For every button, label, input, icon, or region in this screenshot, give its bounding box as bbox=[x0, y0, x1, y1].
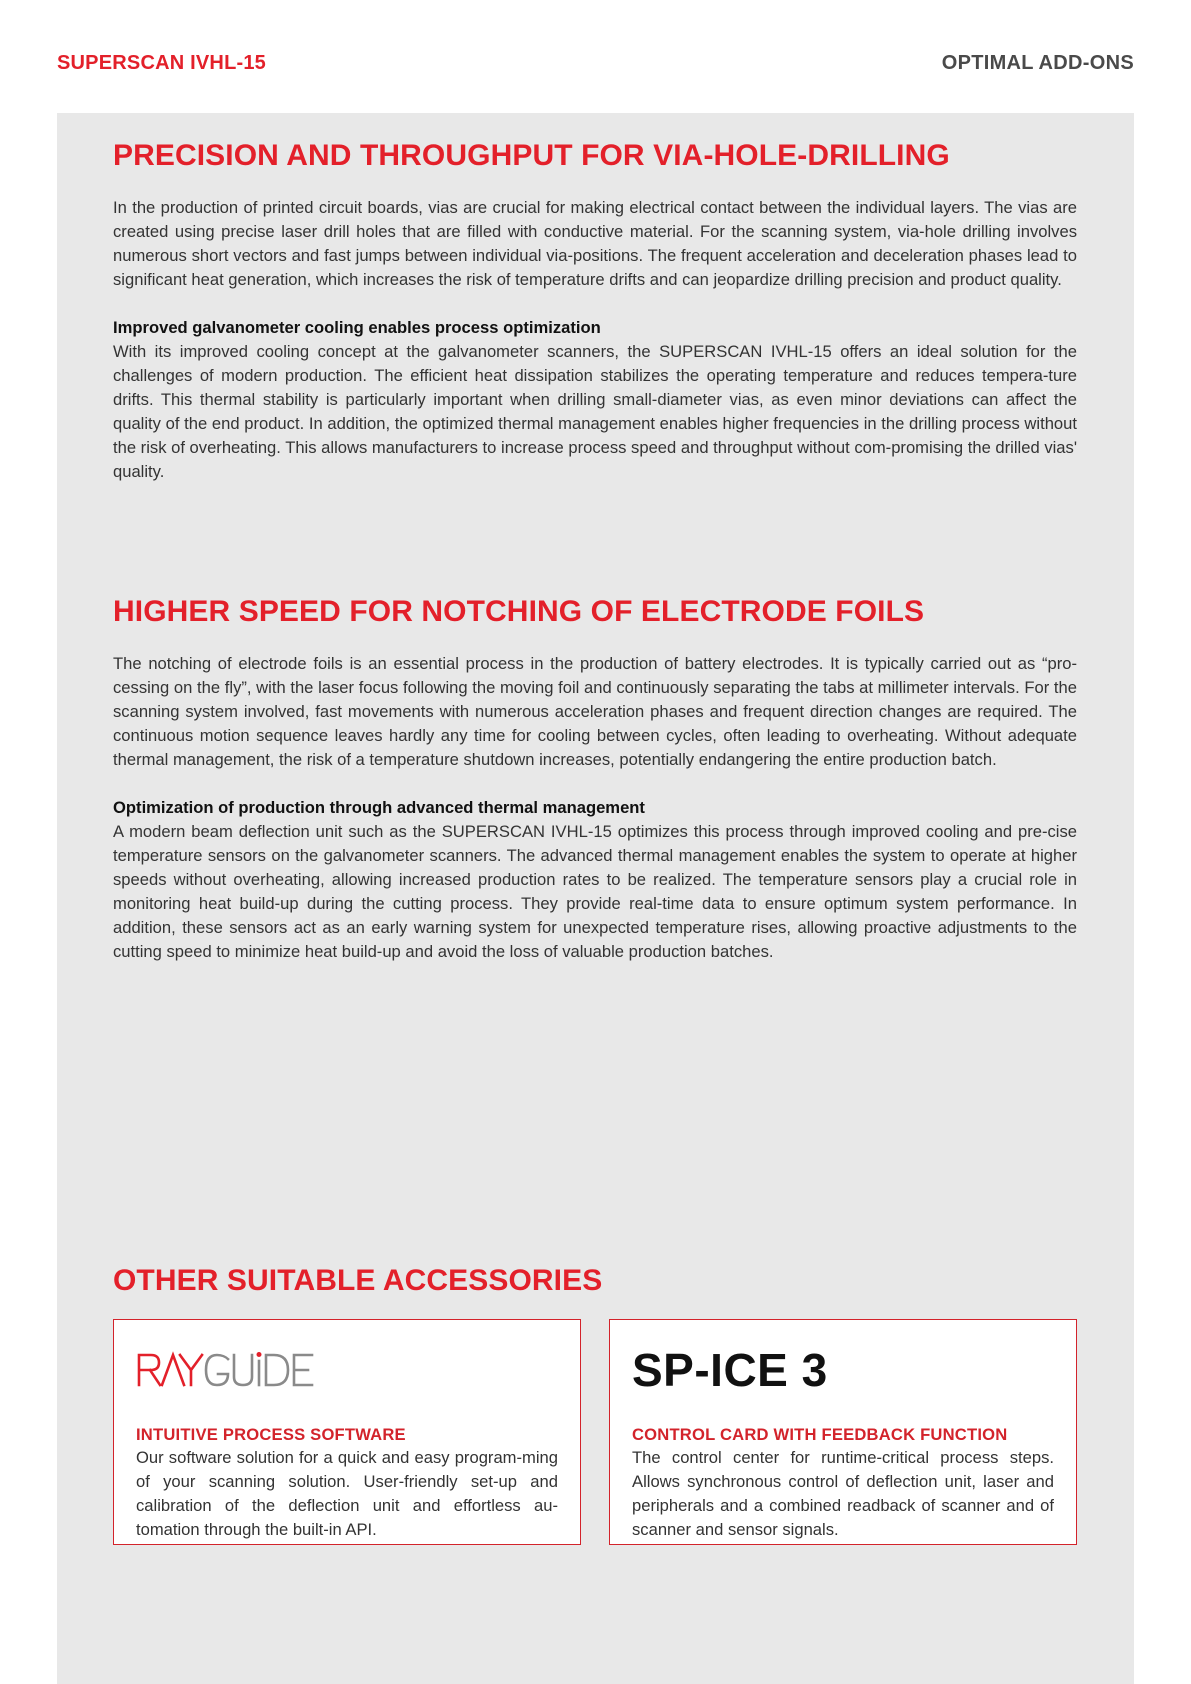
raygude-card-text: Our software solution for a quick and easy program-ming of your scanning solution. User-friendly set-up and calibration of the deflection unit and effortless au-tomation through the built-in API. bbox=[136, 1448, 558, 1539]
product-name: SUPERSCAN IVHL-15 bbox=[57, 52, 266, 74]
section-label: OPTIMAL ADD-ONS bbox=[941, 52, 1134, 74]
via-drilling-intro: In the production of printed circuit boards, vias are crucial for making electrical contact between the individual layers. The vias are created using precise laser drill holes that are filled with conductive material. For the scanning system, via-hole drilling involves numerous short vectors and fast jumps between individual via-positions. The frequent acceleration and deceleration phases lead to significant heat generation, which increases the risk of temperature drifts and can jeopardize drilling precision and product quality. bbox=[113, 198, 1077, 289]
via-drilling-section bbox=[113, 138, 1077, 484]
accessories-cards bbox=[113, 1319, 1077, 1545]
notching-body: A modern beam deflection unit such as the SUPERSCAN IVHL-15 optimizes this process through improved cooling and pre-cise temperature sensors on the galvanometer scanners. The advanced thermal management enables the system to operate at higher speeds without overheating, allowing increased production rates to be realized. The temperature sensors play a crucial role in monitoring heat build-up during the cutting process. They provide real-time data to ensure optimum system performance. In addition, these sensors act as an early warning system for unexpected temperature rises, allowing proactive adjustments to the cutting speed to minimize heat build-up and avoid the loss of valuable production batches. bbox=[113, 822, 1077, 961]
via-drilling-title: PRECISION AND THROUGHPUT FOR VIA-HOLE-DRILLING bbox=[113, 139, 950, 172]
sp-ice-3-logo-text: SP-ICE 3 bbox=[632, 1344, 828, 1396]
via-drilling-body: With its improved cooling concept at the galvanometer scanners, the SUPERSCAN IVHL-15 offers an ideal solution for the challenges of modern production. The efficient heat dissipation stabilizes the operating temperature and reduces tempera-ture drifts. This thermal stability is particularly important when drilling small-diameter vias, as even minor deviations can affect the quality of the end product. In addition, the optimized thermal management enables higher frequencies in the drilling process without the risk of overheating. This allows manufacturers to increase process speed and throughput without com-promising the drilled vias' quality. bbox=[113, 342, 1077, 481]
notching-section bbox=[113, 594, 1077, 964]
accessories-section bbox=[113, 1263, 1077, 1545]
raygude-logo bbox=[136, 1340, 558, 1400]
raygude-logo-icon bbox=[136, 1350, 316, 1390]
accessories-title: OTHER SUITABLE ACCESSORIES bbox=[113, 1264, 603, 1297]
notching-title: HIGHER SPEED FOR NOTCHING OF ELECTRODE FOILS bbox=[113, 595, 925, 628]
sp-ice-3-card-text: The control center for runtime-critical process steps. Allows synchronous control of deflection unit, laser and peripherals and a combined readback of scanner and of scanner and sensor signals. bbox=[632, 1448, 1054, 1539]
via-drilling-subheading: Improved galvanometer cooling enables process optimization bbox=[113, 318, 601, 337]
page-header bbox=[57, 52, 1134, 78]
sp-ice-3-card[interactable] bbox=[609, 1319, 1077, 1545]
content-panel bbox=[57, 113, 1134, 1684]
sp-ice-3-card-title: CONTROL CARD WITH FEEDBACK FUNCTION bbox=[632, 1425, 1008, 1444]
raygude-card[interactable] bbox=[113, 1319, 581, 1545]
sp-ice-3-logo bbox=[632, 1340, 1054, 1400]
notching-subheading: Optimization of production through advanced thermal management bbox=[113, 798, 645, 817]
notching-intro: The notching of electrode foils is an essential process in the production of battery electrodes. It is typically carried out as “pro-cessing on the fly”, with the laser focus following the moving foil and continuously separating the tabs at millimeter intervals. For the scanning system involved, fast movements with numerous acceleration phases and frequent direction changes are required. The continuous motion sequence leaves hardly any time for cooling between cycles, often leading to overheating. Without adequate thermal management, the risk of a temperature shutdown increases, potentially endangering the entire production batch. bbox=[113, 654, 1077, 769]
raygude-card-title: INTUITIVE PROCESS SOFTWARE bbox=[136, 1425, 406, 1444]
